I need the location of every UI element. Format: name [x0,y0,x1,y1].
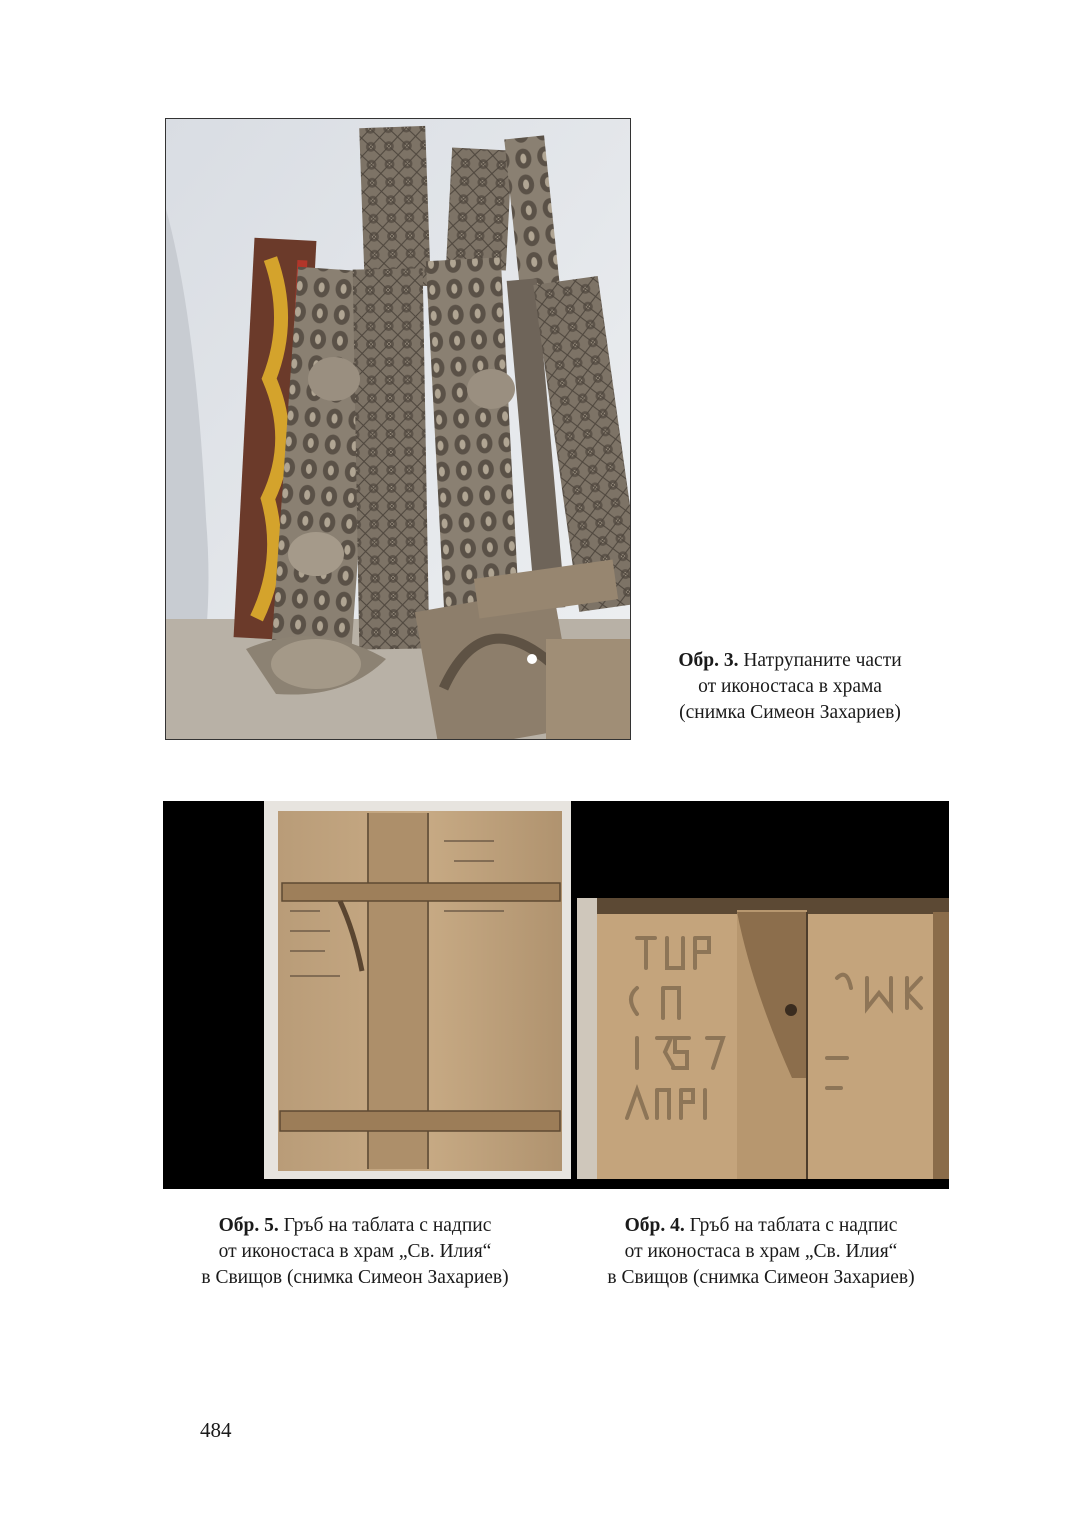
figure-3-caption-line-2: от иконостаса в храма [698,676,882,697]
figure-4-caption-line-3: в Свищов (снимка Симеон Захариев) [607,1267,915,1288]
page-number: 484 [200,1418,232,1442]
figure-3-caption [640,648,940,726]
figure-5-photo [264,801,571,1179]
figure-5-caption-line-1: Гръб на таблата с надпис [283,1215,492,1236]
figure-4-caption-line-2: от иконостаса в храм „Св. Илия“ [624,1241,898,1262]
figure-5-label: Обр. 5. [218,1215,279,1236]
figure-3-caption-line-1: Натрупаните части [743,650,902,671]
figure-5-caption-line-3: в Свищов (снимка Симеон Захариев) [201,1267,509,1288]
figure-5-caption [160,1213,550,1291]
figure-5-caption-line-2: от иконостаса в храм „Св. Илия“ [218,1241,492,1262]
figure-3-caption-line-3: (снимка Симеон Захариев) [679,702,901,723]
figure-4-caption [566,1213,956,1291]
figure-3-photo [165,118,631,740]
figure-3-label: Обр. 3. [678,650,739,671]
figure-4-caption-line-1: Гръб на таблата с надпис [689,1215,898,1236]
figure-4-photo [577,898,949,1179]
figure-4-label: Обр. 4. [624,1215,685,1236]
